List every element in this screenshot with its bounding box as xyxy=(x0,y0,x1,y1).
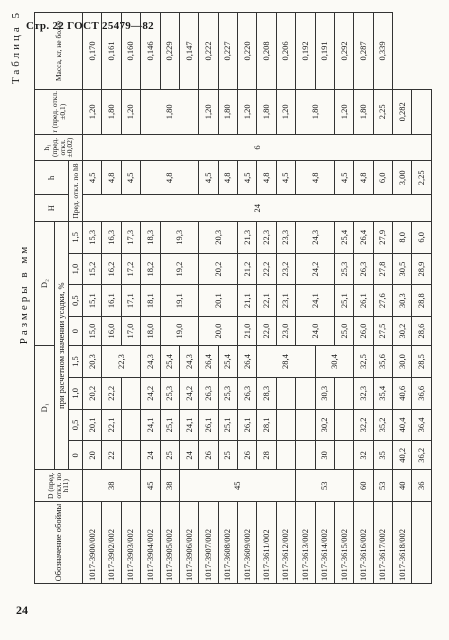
d1-15-cell: 40,6 xyxy=(393,377,412,409)
r-cell: 2,25 xyxy=(412,161,432,195)
d1-10-cell: 28,3 xyxy=(257,377,276,409)
d1-0-cell xyxy=(121,441,140,470)
h-cell: 4,5 xyxy=(199,161,218,195)
d2-10-cell: 26,3 xyxy=(354,253,373,285)
col-D: D (пред. откл. по h11) xyxy=(35,470,83,502)
d2-10-cell: 23,2 xyxy=(276,253,295,285)
mass-cell: 0,191 xyxy=(315,13,334,90)
d1-10-cell: 30,3 xyxy=(315,377,334,409)
d-cell: 53 xyxy=(296,470,354,502)
d2-0-cell: 23,0 xyxy=(276,317,295,346)
d1-10-cell xyxy=(296,377,315,409)
r-cell: 1,20 xyxy=(276,89,295,134)
d-cell: 53 xyxy=(373,470,392,502)
d2-10-cell: 24,2 xyxy=(296,253,335,285)
d1-05-cell: 28,1 xyxy=(257,409,276,441)
sizes-caption: Размеры в мм xyxy=(18,243,30,345)
h-cell: 4,8 xyxy=(102,161,121,195)
d2-10-cell: 17,2 xyxy=(121,253,140,285)
d1-05-cell xyxy=(121,409,140,441)
d1-0-cell: 40 xyxy=(393,470,412,502)
pct-d1-0: 0 xyxy=(69,441,83,470)
d1-15-cell: 30,4 xyxy=(315,346,354,378)
table-row xyxy=(373,13,392,584)
pct-d1-10: 1,0 xyxy=(69,377,83,409)
d1-0-cell xyxy=(276,441,295,470)
d2-05-cell: 19,1 xyxy=(160,285,199,317)
d2-15-cell: 21,3 xyxy=(238,221,257,253)
table-row xyxy=(141,13,160,584)
mass-cell: 0,147 xyxy=(179,13,198,90)
d2-0-cell: 30,0 xyxy=(393,346,412,378)
designation-cell: 1017-3609/002 xyxy=(238,502,257,584)
d1-0-cell: 26 xyxy=(238,441,257,470)
d2-05-cell: 28,6 xyxy=(412,317,432,346)
col-designation: Обозначение обоймы xyxy=(35,502,83,584)
d-cell: 38 xyxy=(83,470,141,502)
pct-d1-05: 0,5 xyxy=(69,409,83,441)
pct-d2-05: 0,5 xyxy=(69,285,83,317)
h-cell: 4,5 xyxy=(276,161,295,195)
d1-0-cell xyxy=(296,441,315,470)
d1-05-cell: 24,1 xyxy=(179,409,198,441)
d1-05-cell: 25,1 xyxy=(218,409,237,441)
d1-10-cell: 35,4 xyxy=(373,377,392,409)
mass-cell: 0,170 xyxy=(83,13,102,90)
d2-05-cell: 15,1 xyxy=(83,285,102,317)
d1-10-cell: 40,4 xyxy=(393,409,412,441)
table-row xyxy=(83,13,102,584)
designation-cell: 1017-3617/002 xyxy=(373,502,392,584)
d2-05-cell: 22,1 xyxy=(257,285,276,317)
mass-cell: 0,192 xyxy=(296,13,315,90)
d2-05-cell: 21,1 xyxy=(238,285,257,317)
d2-10-cell: 20,2 xyxy=(199,253,238,285)
mass-cell: 0,287 xyxy=(354,13,373,90)
d1-05-cell xyxy=(276,409,295,441)
mass-cell: 0,160 xyxy=(121,13,140,90)
col-mass: Масса, кг, не более xyxy=(35,13,83,90)
pct-d1-15: 1,5 xyxy=(69,346,83,378)
r-cell: 1,80 xyxy=(257,89,276,134)
d2-0-cell: 22,0 xyxy=(257,317,276,346)
pct-d2-0: 0 xyxy=(69,317,83,346)
d2-0-cell: 24,0 xyxy=(296,317,335,346)
r-cell: 1,80 xyxy=(354,89,373,134)
h-cell: 4,8 xyxy=(218,161,237,195)
d1-15-cell: 22,3 xyxy=(102,346,141,378)
mass-cell xyxy=(412,89,432,134)
d2-15-cell: 24,3 xyxy=(296,221,335,253)
d1-10-cell xyxy=(334,377,353,409)
d2-05-cell: 18,1 xyxy=(141,285,160,317)
d2-0-cell: 25,0 xyxy=(334,317,353,346)
d1-10-cell: 20,2 xyxy=(83,377,102,409)
mass-cell: 0,220 xyxy=(238,13,257,90)
d2-15-cell: 22,3 xyxy=(257,221,276,253)
d2-0-cell: 20,0 xyxy=(199,317,238,346)
page-number: 24 xyxy=(16,603,28,617)
d1-10-cell: 32,3 xyxy=(354,377,373,409)
d-cell: 45 xyxy=(179,470,295,502)
d2-10-cell: 25,3 xyxy=(334,253,353,285)
mass-cell: 0,339 xyxy=(373,13,392,90)
designation-cell: 1017-3903/002 xyxy=(121,502,140,584)
table-caption: Таблица 5 xyxy=(10,10,22,85)
designation-cell: 1017-3613/002 xyxy=(296,502,315,584)
r-cell: 1,20 xyxy=(334,89,353,134)
mass-cell: 0,227 xyxy=(218,13,237,90)
d1-0-cell: 25 xyxy=(218,441,237,470)
r-cell: 1,80 xyxy=(296,89,335,134)
d2-05-cell: 16,1 xyxy=(102,285,121,317)
d1-15-cell: 20,3 xyxy=(83,346,102,378)
r-cell: 1,20 xyxy=(121,89,140,134)
mass-cell: 0,206 xyxy=(276,13,295,90)
page-header: Стр. 22 ГОСТ 25479—82 xyxy=(26,20,154,32)
d2-15-cell: 17,3 xyxy=(121,221,140,253)
d1-05-cell: 22,1 xyxy=(102,409,121,441)
h-cell: 4,8 xyxy=(141,161,199,195)
d1-05-cell: 35,2 xyxy=(373,409,392,441)
pct-d2-15: 1,5 xyxy=(69,221,83,253)
d1-15-cell: 36,6 xyxy=(412,377,432,409)
d1-15-cell: 35,6 xyxy=(373,346,392,378)
d1-0-cell: 35 xyxy=(373,441,392,470)
tol-h-header: Пред. откл. по h8 xyxy=(69,161,83,222)
mass-cell: 0,229 xyxy=(160,13,179,90)
d1-0-cell: 20 xyxy=(83,441,102,470)
d2-05-cell: 26,1 xyxy=(354,285,373,317)
dimensions-table xyxy=(34,12,432,584)
d1-0-cell: 32 xyxy=(354,441,373,470)
col-h: h xyxy=(35,161,69,195)
d2-10-cell: 27,8 xyxy=(373,253,392,285)
d1-15-cell: 24,3 xyxy=(179,346,198,378)
d1-0-cell: 30 xyxy=(315,441,334,470)
r-cell: 3,00 xyxy=(393,161,412,195)
d1-05-cell xyxy=(334,409,353,441)
pct-d2-10: 1,0 xyxy=(69,253,83,285)
d1-05-cell: 26,1 xyxy=(238,409,257,441)
d2-15-cell: 25,4 xyxy=(334,221,353,253)
d1-0-cell: 24 xyxy=(179,441,198,470)
d1-10-cell xyxy=(276,377,295,409)
d1-0-cell xyxy=(334,441,353,470)
d1-0-cell: 28 xyxy=(257,441,276,470)
col-H: H xyxy=(35,195,69,221)
r-cell: 2,25 xyxy=(373,89,392,134)
h-cell: 4,8 xyxy=(257,161,276,195)
r-cell: 1,20 xyxy=(83,89,102,134)
d1-05-cell: 26,1 xyxy=(199,409,218,441)
d1-15-cell: 25,4 xyxy=(218,346,237,378)
d2-05-cell: 23,1 xyxy=(276,285,295,317)
designation-cell: 1017-3616/002 xyxy=(354,502,373,584)
d2-15-cell: 19,3 xyxy=(160,221,199,253)
d1-0-cell: 36 xyxy=(412,470,432,502)
d1-05-cell: 40,2 xyxy=(393,441,412,470)
d2-15-cell: 28,9 xyxy=(412,253,432,285)
d2-05-cell: 27,6 xyxy=(373,285,392,317)
designation-cell: 1017-3612/002 xyxy=(276,502,295,584)
d2-15-cell: 15,3 xyxy=(83,221,102,253)
r-cell: 1,80 xyxy=(102,89,121,134)
mass-cell: 0,282 xyxy=(393,89,412,134)
mass-cell: 0,161 xyxy=(102,13,121,90)
d2-05-cell: 17,1 xyxy=(121,285,140,317)
h-cell: 6,0 xyxy=(373,161,392,195)
d2-15-cell: 18,3 xyxy=(141,221,160,253)
d1-05-cell: 30,2 xyxy=(315,409,334,441)
d2-0-cell: 15,0 xyxy=(83,317,102,346)
h-cell: 4,8 xyxy=(296,161,335,195)
r-cell: 1,20 xyxy=(199,89,218,134)
d2-10-cell: 22,2 xyxy=(257,253,276,285)
col-r: r (пред. откл. ±0,1) xyxy=(35,89,83,134)
d-cell: 38 xyxy=(160,470,179,502)
d1-10-cell: 26,3 xyxy=(238,377,257,409)
designation-cell: 1017-3608/002 xyxy=(218,502,237,584)
d1-10-cell xyxy=(121,377,140,409)
d1-05-cell: 20,1 xyxy=(83,409,102,441)
d2-10-cell: 16,2 xyxy=(102,253,121,285)
d2-15-cell: 16,3 xyxy=(102,221,121,253)
designation-cell: 1017-3618/002 xyxy=(393,502,412,584)
d2-15-cell: 23,3 xyxy=(276,221,295,253)
d2-0-cell: 21,0 xyxy=(238,317,257,346)
rotated-table-block xyxy=(10,4,438,584)
designation-cell: 1017-3614/002 xyxy=(315,502,334,584)
d2-15-cell: 20,3 xyxy=(199,221,238,253)
d1-0-cell: 25 xyxy=(160,441,179,470)
mass-cell: 0,146 xyxy=(141,13,160,90)
d1-15-cell: 24,3 xyxy=(141,346,160,378)
d2-15-cell: 30,5 xyxy=(393,253,412,285)
d2-0-cell: 26,0 xyxy=(354,317,373,346)
d1-10-cell: 24,2 xyxy=(179,377,198,409)
d1-15-cell: 26,4 xyxy=(199,346,218,378)
d2-10-cell: 28,8 xyxy=(412,285,432,317)
d1-10-cell: 26,3 xyxy=(199,377,218,409)
designation-cell: 1017-3615/002 xyxy=(334,502,353,584)
d2-05-cell: 25,1 xyxy=(334,285,353,317)
h-cell: 8,0 xyxy=(393,221,412,253)
r-cell: 1,80 xyxy=(218,89,237,134)
h-cell: 6,0 xyxy=(412,221,432,253)
designation-cell: 1017-3902/002 xyxy=(102,502,121,584)
table-row xyxy=(296,13,315,584)
d1-15-cell: 32,5 xyxy=(354,346,373,378)
d1-10-cell: 36,4 xyxy=(412,409,432,441)
h-cell: 4,5 xyxy=(334,161,353,195)
d1-05-cell: 24,1 xyxy=(141,409,160,441)
d2-0-cell: 18,0 xyxy=(141,317,160,346)
designation-cell: 1017-3906/002 xyxy=(179,502,198,584)
h-cell: 4,5 xyxy=(238,161,257,195)
d2-0-cell: 28,5 xyxy=(412,346,432,378)
d1-10-cell: 24,2 xyxy=(141,377,160,409)
d1-05-cell: 25,1 xyxy=(160,409,179,441)
d1-05-cell xyxy=(296,409,315,441)
h-cell: 4,5 xyxy=(83,161,102,195)
h-cell: 4,5 xyxy=(121,161,140,195)
d1-05-cell: 32,2 xyxy=(354,409,373,441)
d2-10-cell: 15,2 xyxy=(83,253,102,285)
designation-cell: 1017-3904/002 xyxy=(141,502,160,584)
d1-15-cell: 28,4 xyxy=(257,346,315,378)
h-cell: 4,8 xyxy=(354,161,373,195)
d1-0-cell: 22 xyxy=(102,441,121,470)
d2-0-cell: 17,0 xyxy=(121,317,140,346)
d1-0-cell: 26 xyxy=(199,441,218,470)
designation-cell xyxy=(412,502,432,584)
d2-10-cell: 18,2 xyxy=(141,253,160,285)
d2-0-cell: 16,0 xyxy=(102,317,121,346)
table-row xyxy=(354,13,373,584)
designation-cell: 1017-3611/002 xyxy=(257,502,276,584)
d1-10-cell: 25,3 xyxy=(218,377,237,409)
d-cell: 60 xyxy=(354,470,373,502)
mass-cell: 0,292 xyxy=(334,13,353,90)
r-cell: 1,80 xyxy=(141,89,199,134)
d-cell: 45 xyxy=(141,470,160,502)
d1-10-cell: 25,3 xyxy=(160,377,179,409)
d2-0-cell: 27,5 xyxy=(373,317,392,346)
table-row xyxy=(412,13,432,584)
table-row xyxy=(393,13,412,584)
d2-15-cell: 27,9 xyxy=(373,221,392,253)
col-D2: D₂ xyxy=(35,221,55,345)
d2-15-cell: 26,4 xyxy=(354,221,373,253)
designation-cell: 1017-3900/002 xyxy=(83,502,102,584)
calc-shrink-header: при расчетном значении усадки, % xyxy=(55,221,69,469)
mass-cell: 0,222 xyxy=(199,13,218,90)
designation-cell: 1017-3907/002 xyxy=(199,502,218,584)
h-big-cell: 24 xyxy=(83,195,432,221)
d1-15-cell: 26,4 xyxy=(238,346,257,378)
d1-0-cell: 24 xyxy=(141,441,160,470)
d2-05-cell: 24,1 xyxy=(296,285,335,317)
designation-cell: 1017-3905/002 xyxy=(160,502,179,584)
d2-0-cell: 19,0 xyxy=(160,317,199,346)
d2-10-cell: 30,3 xyxy=(393,285,412,317)
r-cell: 1,20 xyxy=(238,89,257,134)
h1-cell: 6 xyxy=(83,134,432,160)
d1-15-cell: 25,4 xyxy=(160,346,179,378)
d2-05-cell: 30,2 xyxy=(393,317,412,346)
col-h1: h₁ (пред. откл. ±0,02) xyxy=(35,134,83,160)
d1-05-cell: 36,2 xyxy=(412,441,432,470)
mass-cell: 0,208 xyxy=(257,13,276,90)
col-D1: D₁ xyxy=(35,346,55,470)
d2-10-cell: 21,2 xyxy=(238,253,257,285)
d2-05-cell: 20,1 xyxy=(199,285,238,317)
d2-10-cell: 19,2 xyxy=(160,253,199,285)
d1-10-cell: 22,2 xyxy=(102,377,121,409)
